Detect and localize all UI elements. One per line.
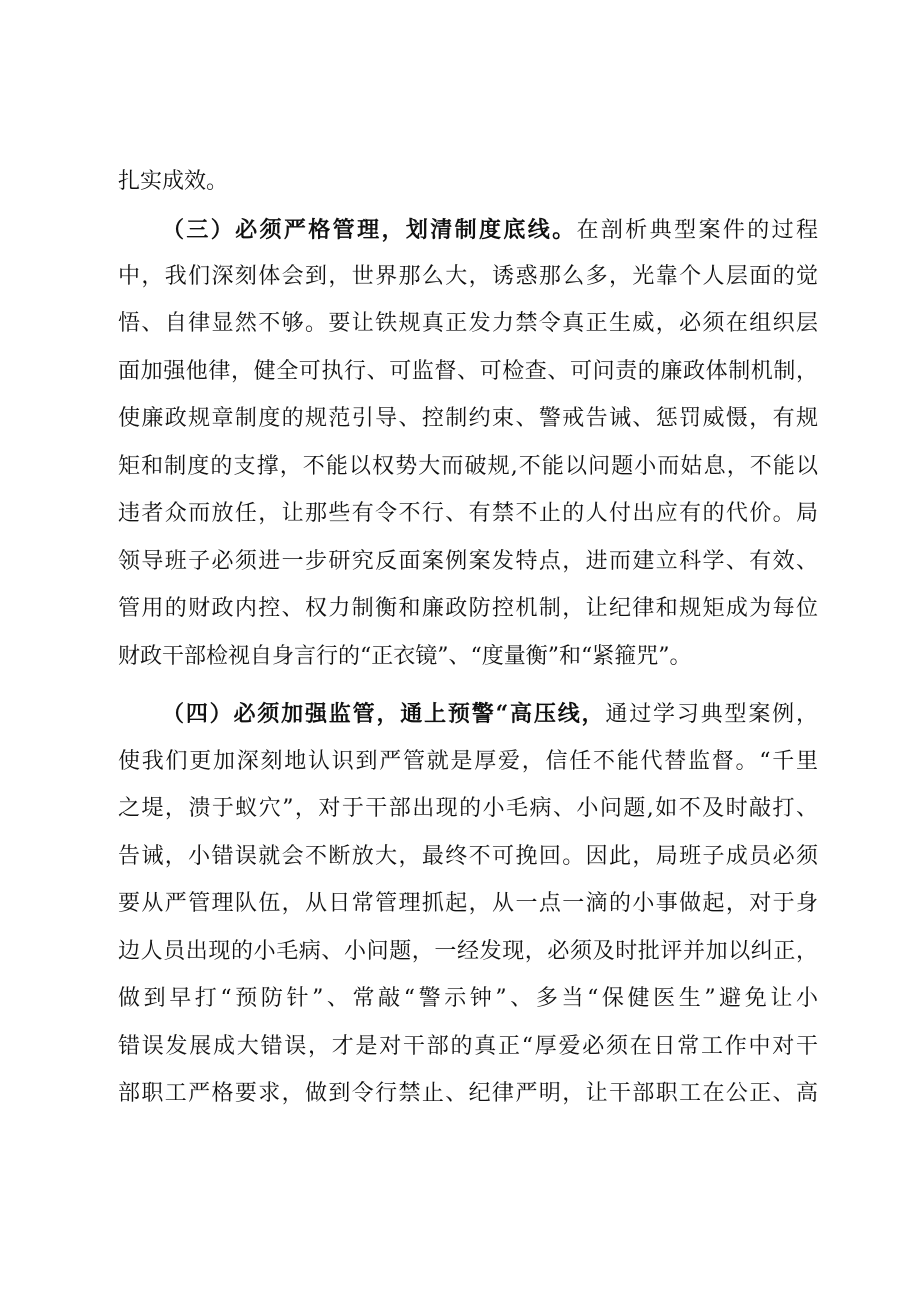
paragraph-line: 扎实成效。 [118, 169, 229, 194]
paragraph-line: 边人员出现的小毛病、小问题，一经发现，必须及时批评并加以纠正， [118, 939, 818, 964]
section-4-heading: （四）必须加强监管，通上预警“高压线， [162, 701, 606, 727]
section-4-first-line [162, 690, 818, 738]
paragraph-line: 财政干部检视自身言行的“正衣镜”、“度量衡”和“紧箍咒”。 [118, 644, 692, 669]
paragraph-line: 面加强他律，健全可执行、可监督、可检查、可问责的廉政体制机制， [118, 359, 818, 384]
paragraph-line: 使廉政规章制度的规范引导、控制约束、警戒告诫、惩罚威慑，有规 [118, 406, 818, 431]
paragraph-line: 领导班子必须进一步研究反面案例案发特点，进而建立科学、有效、 [118, 549, 818, 574]
paragraph-line: 违者众而放任，让那些有令不行、有禁不止的人付出应有的代价。局 [118, 501, 818, 526]
paragraph-line: 做到早打“预防针”、常敲“警示钟”、多当“保健医生”避免让小 [118, 986, 818, 1011]
paragraph-line: 要从严管理队伍，从日常管理抓起，从一点一滴的小事做起，对于身 [118, 891, 818, 916]
section-3-heading: （三）必须严格管理，划清制度底线。 [162, 217, 577, 243]
paragraph-line: 告诫，小错误就会不断放大，最终不可挽回。因此，局班子成员必须 [118, 844, 818, 869]
section-3-lead-text: 在剖析典型案件的过程 [576, 218, 818, 243]
paragraph-line: 之堤，溃于蚁穴”，对于干部出现的小毛病、小问题,如不及时敲打、 [118, 796, 818, 821]
paragraph-line: 使我们更加深刻地认识到严管就是厚爱，信任不能代替监督。“千里 [118, 749, 818, 774]
section-3-first-line [162, 206, 818, 254]
paragraph-line: 错误发展成大错误，才是对干部的真正“厚爱必须在日常工作中对干 [118, 1034, 818, 1059]
paragraph-line: 部职工严格要求，做到令行禁止、纪律严明，让干部职工在公正、高 [118, 1081, 818, 1106]
paragraph-line: 中，我们深刻体会到，世界那么大，诱惑那么多，光靠个人层面的觉 [118, 264, 818, 289]
paragraph-line: 悟、自律显然不够。要让铁规真正发力禁令真正生威，必须在组织层 [118, 311, 818, 336]
paragraph-line: 矩和制度的支撑，不能以权势大而破规,不能以问题小而姑息，不能以 [118, 454, 818, 479]
section-4-lead-text: 通过学习典型案例， [605, 702, 818, 727]
paragraph-line: 管用的财政内控、权力制衡和廉政防控机制，让纪律和规矩成为每位 [118, 596, 818, 621]
